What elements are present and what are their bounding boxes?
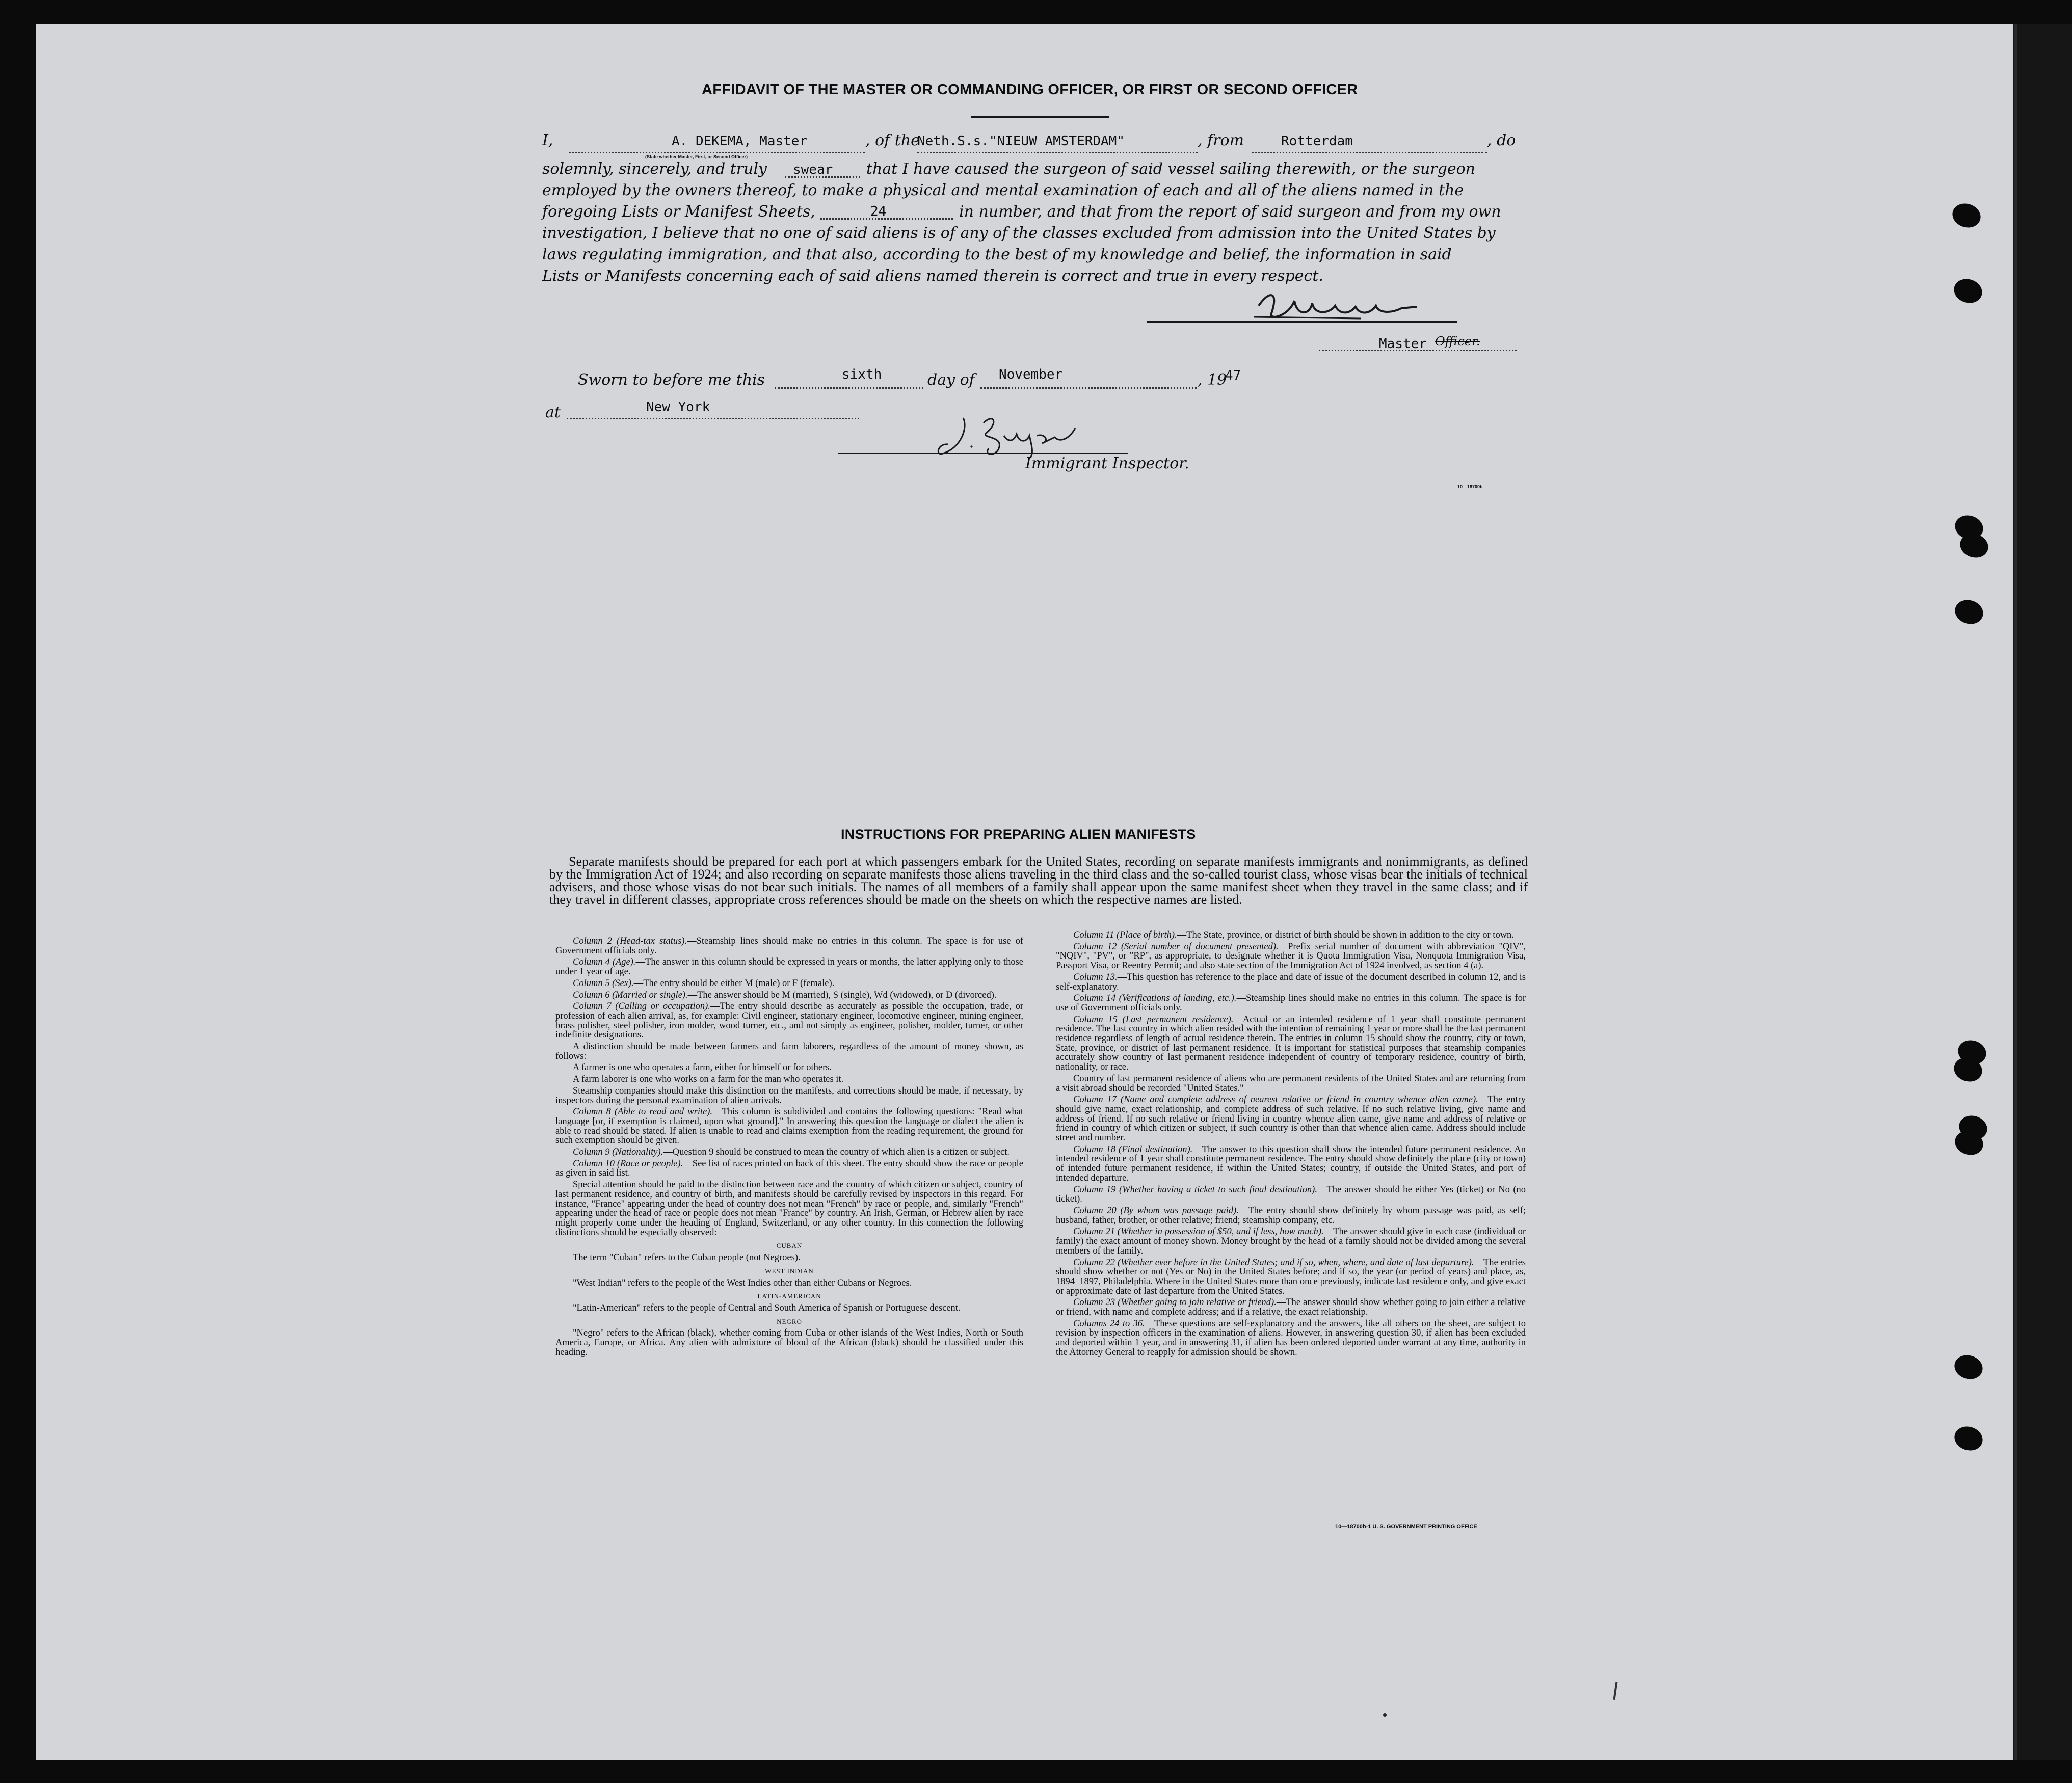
of-the-label: , of the xyxy=(865,131,920,149)
port-line xyxy=(1252,152,1487,153)
port-name: Rotterdam xyxy=(1281,134,1353,149)
column-18-note: Column 18 (Final destination).—The answer to this question shall show the intended future permanent residence. An intended residence of 1 year shall constitute permanent residence. The entry should show definitely the place (city or town) of intended future permanent residence, if within the United States; country, if outside the United States, and port of intended departure. xyxy=(1056,1144,1526,1183)
affidavit-line-3: employed by the owners thereof, to make a physical and mental examination of each and all of the aliens named in the xyxy=(542,181,1464,199)
column-20-note: Column 20 (By whom was passage paid).—The entry should show definitely by whom passage was paid, as self; husband, father, brother, or other relative; friend; steamship company, etc. xyxy=(1056,1205,1526,1226)
sworn-place: New York xyxy=(646,400,710,415)
affidavit-title: AFFIDAVIT OF THE MASTER OR COMMANDING OFFICER, OR FIRST OR SECOND OFFICER xyxy=(702,82,1358,98)
column-5-note: Column 5 (Sex).—The entry should be either M (male) or F (female). xyxy=(573,978,835,989)
farmer-definition: A farmer is one who operates a farm, either for himself or for others. xyxy=(573,1062,832,1073)
day-of-label: day of xyxy=(927,371,975,389)
swear-value: swear xyxy=(793,162,833,177)
cuban-definition: The term "Cuban" refers to the Cuban people (not Negroes). xyxy=(573,1253,801,1263)
column-6-note: Column 6 (Married or single).—The answer should be M (married), S (single), Wd (widowed), or D (divorced). xyxy=(573,990,997,1000)
sheets-count: 24 xyxy=(870,204,887,219)
rank-note: (State whether Master, First, or Second Officer) xyxy=(645,154,748,159)
column-15-note: Column 15 (Last permanent residence).—Actual or an intended residence of 1 year shall constitute permanent residence. The last country in which alien resided with the intention of remaining 1 year or more shall be the last permanent residence regardless of length of actual residence therein. The entries in column 15 should show the country, city or town, State, province, or district of last permanent residence. It is important for statistical purposes that steamship companies accurately show country of last permanent residence independent of country of temporary residence, country of birth, nationality, or race. xyxy=(1056,1014,1526,1073)
column-17-note: Column 17 (Name and complete address of nearest relative or friend in country whence alien came).—The entry should give name, exact relationship, and complete address of such relative. If no such relative living, give name and address of friend. If no such relative or friend living in country whence alien came, give name and address of relative or friend in country of which citizen or subject, if such country is other than that whence alien came. Address should include street and number. xyxy=(1056,1095,1526,1143)
farm-distinction: A distinction should be made between farmers and farm laborers, regardless of the amount of money shown, as follows: xyxy=(555,1042,1023,1061)
column-15-us-residents: Country of last permanent residence of aliens who are permanent residents of the United States and are returning from a visit abroad should be recorded "United States." xyxy=(1056,1073,1526,1094)
master-signature xyxy=(1248,285,1432,331)
latin-american-definition: "Latin-American" refers to the people of Central and South America of Spanish or Portuguese descent. xyxy=(573,1302,961,1313)
affidavit-line-2b: that I have caused the surgeon of said vessel sailing therewith, or the surgeon xyxy=(866,160,1475,178)
day-line xyxy=(775,387,923,389)
master-label: Master xyxy=(1379,336,1427,352)
column-14-note: Column 14 (Verifications of landing, etc.).—Steamship lines should make no entries in this column. The space is for use of Government officials only. xyxy=(1056,993,1526,1013)
year-label: , 19 xyxy=(1198,371,1227,389)
sworn-day: sixth xyxy=(842,367,882,382)
month-line xyxy=(980,387,1197,389)
master-signature-line xyxy=(1147,321,1457,323)
affidavit-line-4b: in number, and that from the report of said surgeon and from my own xyxy=(959,203,1501,221)
column-2-note: Column 2 (Head-tax status).—Steamship lines should make no entries in this column. The space is for use of Government officials only. xyxy=(555,936,1023,956)
stray-mark xyxy=(1383,1713,1387,1717)
instructions-left-column xyxy=(555,937,1023,1359)
column-10-note: Column 10 (Race or people).—See list of races printed on back of this sheet. The entry should show the race or people as given in said list. xyxy=(555,1158,1023,1179)
cuban-heading: CUBAN xyxy=(776,1242,803,1250)
page-edge xyxy=(2014,24,2017,1760)
rank-line xyxy=(1319,350,1517,351)
column-21-note: Column 21 (Whether in possession of $50, and if less, how much).—The answer should give in each case (individual or family) the exact amount of money shown. Money brought by the head of a family should not be divided among the several members of the family. xyxy=(1056,1227,1526,1256)
at-label: at xyxy=(545,404,561,421)
instructions-right-column xyxy=(1056,930,1526,1360)
sworn-label: Sworn to before me this xyxy=(578,371,765,389)
affidavit-line-4a: foregoing Lists or Manifest Sheets, xyxy=(542,203,815,221)
affidavit-line-7: Lists or Manifests concerning each of said aliens named therein is correct and true in every respect. xyxy=(542,267,1323,285)
farm-corrections: Steamship companies should make this distinction on the manifests, and corrections should be made, if necessary, by inspectors during the personal examination of alien arrivals. xyxy=(555,1085,1023,1106)
column-13-note: Column 13.—This question has reference to the place and date of issue of the document described in column 12, and is self-explanatory. xyxy=(1056,972,1526,992)
west-indian-heading: WEST INDIAN xyxy=(765,1267,814,1275)
from-label: , from xyxy=(1198,131,1244,149)
scan-border xyxy=(2013,24,2072,1760)
negro-definition: "Negro" refers to the African (black), whether coming from Cuba or other islands of the West Indies, North or South America, Europe, or Africa. Any alien with admixture of blood of the African (black) should be classified under this heading. xyxy=(555,1328,1023,1358)
column-8-note: Column 8 (Able to read and write).—This column is subdivided and contains the following questions: "Read what language [or, if exemption is claimed, upon what ground]." In answering this question the language or dialect the alien is able to read should be stated. If alien is unable to read and claims exemption from the reading requirement, the ground for such exemption should be given. xyxy=(555,1107,1023,1146)
column-9-note: Column 9 (Nationality).—Question 9 should be construed to mean the country of which alien is a citizen or subject. xyxy=(573,1147,1010,1158)
affidavit-line-6: laws regulating immigration, and that also, according to the best of my knowledge and belief, the information in said xyxy=(542,246,1452,263)
affidavit-line-5: investigation, I believe that no one of said aliens is of any of the classes excluded from admission into the United States by xyxy=(542,224,1496,242)
form-number: 10—18700b xyxy=(1457,484,1483,489)
vessel-line xyxy=(917,152,1198,153)
west-indian-definition: "West Indian" refers to the people of the West Indies other than either Cubans or Negroes. xyxy=(573,1278,912,1288)
sworn-year: 47 xyxy=(1225,368,1241,383)
officer-label: Officer. xyxy=(1435,334,1480,349)
inspector-label: Immigrant Inspector. xyxy=(1025,455,1189,472)
instructions-title: INSTRUCTIONS FOR PREPARING ALIEN MANIFESTS xyxy=(841,827,1196,842)
sheets-line xyxy=(820,218,953,220)
column-23-note: Column 23 (Whether going to join relative or friend).—The answer should show whether going to join either a relative or friend, with name and complete address; and if a relative, the exact relationship. xyxy=(1056,1297,1526,1318)
column-19-note: Column 19 (Whether having a ticket to such final destination).—The answer should be either Yes (ticket) or No (no ticket). xyxy=(1056,1184,1526,1205)
sworn-month: November xyxy=(999,367,1063,382)
vessel-name: Neth.S.s."NIEUW AMSTERDAM" xyxy=(917,134,1125,149)
columns-24-36-note: Columns 24 to 36.—These questions are self-explanatory and the answers, like all others on the sheet, are subject to revision by inspection officers in the examination of aliens. However, in answering question 30, if alien has been excluded and deported within 1 year, and in answering 31, if alien has been ordered deported under warrant at any time, authority in the Attorney General to reapply for admission should be shown. xyxy=(1056,1318,1526,1358)
negro-heading: NEGRO xyxy=(777,1317,802,1325)
inspector-signature-line xyxy=(838,453,1128,454)
title-rule xyxy=(971,116,1109,118)
column-11-note: Column 11 (Place of birth).—The State, province, or district of birth should be shown in addition to the city or town. xyxy=(1073,930,1514,940)
column-12-note: Column 12 (Serial number of document presented).—Prefix serial number of document with abbreviation "QIV", "NQIV", "PV", or "RP", as appropriate, to designate whether it is Quota Immigration Visa, Nonquota Immigration Visa, Passport Visa, or Reentry Permit; and also state section of the Immigration Act of 1924 involved, as section 4 (a). xyxy=(1056,941,1526,971)
column-4-note: Column 4 (Age).—The answer in this column should be expressed in years or months, the latter applying only to those under 1 year of age. xyxy=(555,957,1023,977)
column-22-note: Column 22 (Whether ever before in the United States; and if so, when, where, and date of last departure).—The entries should show whether or not (Yes or No) in the United States before; and if so, the year (or period of years) and place, as, 1894–1897, Philadelphia. Where in the United States more than once previously, indicate last residence only, and give exact or approximate date of last departure from the United States. xyxy=(1056,1257,1526,1296)
column-7-note: Column 7 (Calling or occupation).—The entry should describe as accurately as possible the occupation, trade, or profession of each alien arrival, as, for example: Civil engineer, stationary engineer, locomotive engineer, mining engineer, brass polisher, steel polisher, iron molder, wood turner, etc., and not simply as engineer, polisher, molder, turner, or other indefinite designations. xyxy=(555,1001,1023,1041)
affidavit-line-2a: solemnly, sincerely, and truly xyxy=(542,160,767,178)
do-label: , do xyxy=(1487,131,1516,149)
farm-laborer-definition: A farm laborer is one who works on a farm for the man who operates it. xyxy=(573,1074,844,1085)
affidavit-i: I, xyxy=(542,131,553,149)
printing-office-footer: 10—18700b-1 U. S. GOVERNMENT PRINTING OFFICE xyxy=(1335,1524,1477,1530)
master-name: A. DEKEMA, Master xyxy=(672,134,808,149)
latin-american-heading: LATIN-AMERICAN xyxy=(757,1292,821,1300)
special-attention-note: Special attention should be paid to the distinction between race and the country of which citizen or subject, country of last permanent residence, and country of birth, and manifests should be carefully revised by inspectors in this regard. For instance, "France" appearing under the head of country does not mean "French" by race or people, and, similarly "French" appearing under the head of race or people does not mean "France" by country. An Irish, German, or Hebrew alien by race might properly come under the heading of England, Switzerland, or any other country. In this connection the following distinctions should be especially observed: xyxy=(555,1180,1023,1238)
name-line xyxy=(569,152,865,153)
instructions-intro: Separate manifests should be prepared for each port at which passengers embark for the United States, recording on separate manifests immigrants and nonimmigrants, as defined by the Immigration Act of 1924; and also recording on separate manifests those aliens traveling in the third class and the so-called tourist class, whose visas bear the initials of technical advisers, and those whose visas do not bear such initials. The names of all members of a family shall appear upon the same manifest sheet when they travel in the same class; and if they travel in different classes, appropriate cross references should be made on the sheets on which the respective names are listed. xyxy=(549,854,1528,907)
place-line xyxy=(567,418,859,419)
